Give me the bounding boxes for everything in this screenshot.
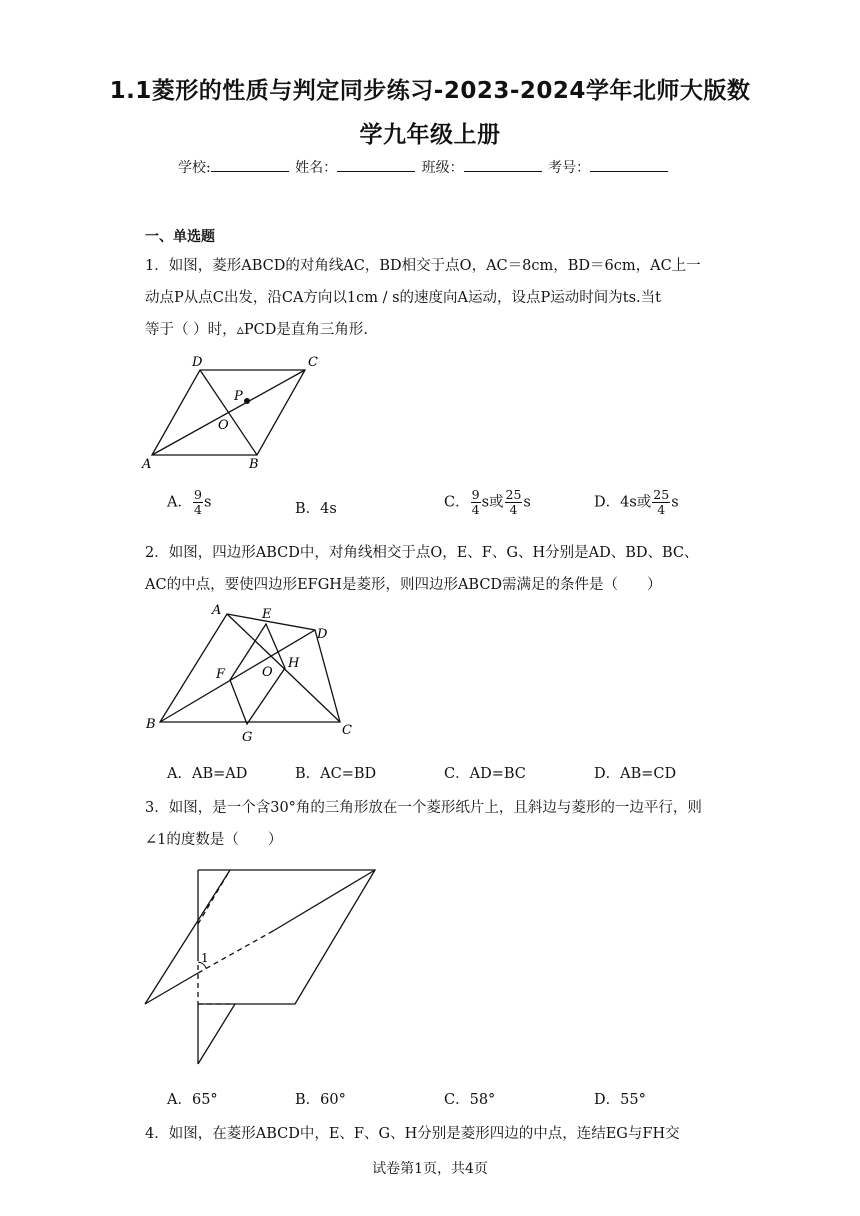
page-footer: 试卷第1页，共4页: [372, 1161, 488, 1177]
exam-number-label: 考号：: [548, 160, 591, 176]
student-info-row: [178, 157, 670, 177]
q2-label-b: B: [146, 717, 156, 732]
name-blank: [337, 159, 415, 172]
school-blank: [211, 159, 289, 172]
unit: s: [523, 494, 531, 511]
q1-label-c: C: [308, 355, 318, 370]
q3-triangle-hypotenuse-lower: [198, 1004, 235, 1064]
q3-option-a[interactable]: A．65°: [167, 1092, 218, 1108]
q1-diagonal-bd: [200, 370, 257, 455]
q1-option-c-fraction-2: [505, 488, 523, 517]
q3-text-line2: ∠1的度数是（ ）: [145, 832, 283, 848]
q1-point-p: [244, 398, 250, 404]
q1-option-a[interactable]: [167, 488, 211, 517]
q1-option-d-fraction: [652, 488, 670, 517]
q1-option-c-prefix: C．: [444, 494, 470, 511]
unit: s: [203, 494, 212, 511]
q3-angle-label: 1: [201, 951, 209, 965]
q2-text-line1: 2．如图，四边形ABCD中，对角线相交于点O，E、F、G、H分别是AD、BD、BC、: [145, 545, 699, 561]
page-title-continued: 学九年级上册: [359, 122, 501, 148]
q1-option-c[interactable]: [444, 488, 531, 517]
denominator: 4: [471, 502, 480, 517]
denominator: 4: [509, 502, 518, 517]
q2-option-d[interactable]: D．AB=CD: [594, 766, 677, 782]
q1-option-a-fraction: [193, 488, 203, 517]
q1-label-o: O: [218, 418, 229, 433]
q2-label-c: C: [342, 723, 352, 738]
q3-option-b[interactable]: B．60°: [295, 1092, 346, 1108]
q2-label-d: D: [317, 627, 328, 642]
q2-label-o: O: [262, 665, 273, 680]
unit: s: [671, 494, 679, 511]
connector: s或: [481, 494, 504, 511]
q1-option-d-prefix: D．4s或: [594, 494, 652, 511]
q2-quadrilateral-efgh: [230, 624, 285, 724]
q1-option-b[interactable]: B．4s: [295, 501, 337, 517]
denominator: 4: [657, 502, 666, 517]
q3-triangle-hypotenuse-left: [145, 973, 198, 1004]
exam-number-blank: [590, 159, 668, 172]
denominator: 4: [193, 502, 202, 517]
q2-text-line2: AC的中点，要使四边形EFGH是菱形，则四边形ABCD需满足的条件是（ ）: [145, 577, 662, 593]
q1-option-d[interactable]: [594, 488, 679, 517]
q2-option-b[interactable]: B．AC=BD: [295, 766, 377, 782]
class-label: 班级：: [421, 160, 464, 176]
page-title: 1.1菱形的性质与判定同步练习-2023-2024学年北师大版数: [109, 78, 751, 104]
q1-text-line2: 动点P从点C出发，沿CA方向以1cm / s的速度向A运动，设点P运动时间为ts.当t: [145, 290, 661, 306]
numerator: 25: [653, 487, 670, 502]
q3-hidden-hypotenuse: [198, 931, 273, 973]
q1-label-d: D: [192, 355, 203, 370]
q2-label-e: E: [262, 607, 272, 622]
numerator: 25: [505, 487, 522, 502]
q1-label-b: B: [249, 457, 259, 472]
q3-text-line1: 3．如图，是一个含30°角的三角形放在一个菱形纸片上，且斜边与菱形的一边平行，则: [145, 800, 702, 816]
q1-label-a: A: [142, 457, 152, 472]
q3-figure-triangle-on-rhombus: [140, 862, 385, 1072]
q1-option-a-prefix: A．: [167, 494, 192, 511]
q4-text-line1: 4．如图，在菱形ABCD中，E、F、G、H分别是菱形四边的中点，连结EG与FH交: [145, 1126, 680, 1142]
section-heading: 一、单选题: [145, 229, 215, 245]
q1-text-line1: 1．如图，菱形ABCD的对角线AC，BD相交于点O，AC＝8cm，BD＝6cm，AC上一: [145, 258, 701, 274]
numerator: 9: [471, 487, 480, 502]
q2-figure-quadrilateral: [140, 600, 365, 748]
q1-figure-rhombus: [140, 350, 330, 475]
q1-label-p: P: [234, 389, 243, 404]
q3-option-c[interactable]: C．58°: [444, 1092, 496, 1108]
q2-label-h: H: [288, 656, 300, 671]
q2-label-f: F: [216, 667, 226, 682]
q3-option-d[interactable]: D．55°: [594, 1092, 646, 1108]
q3-triangle-hypotenuse-upper: [273, 870, 375, 931]
q1-text-line3: 等于（ ）时，▵PCD是直角三角形.: [145, 322, 368, 338]
numerator: 9: [193, 487, 202, 502]
school-label: 学校:: [178, 160, 211, 176]
q2-label-g: G: [242, 730, 253, 745]
name-label: 姓名：: [295, 160, 338, 176]
q1-option-c-fraction-1: [471, 488, 481, 517]
class-blank: [464, 159, 542, 172]
q2-option-c[interactable]: C．AD=BC: [444, 766, 526, 782]
q2-option-a[interactable]: A．AB=AD: [167, 766, 248, 782]
q2-label-a: A: [212, 603, 222, 618]
